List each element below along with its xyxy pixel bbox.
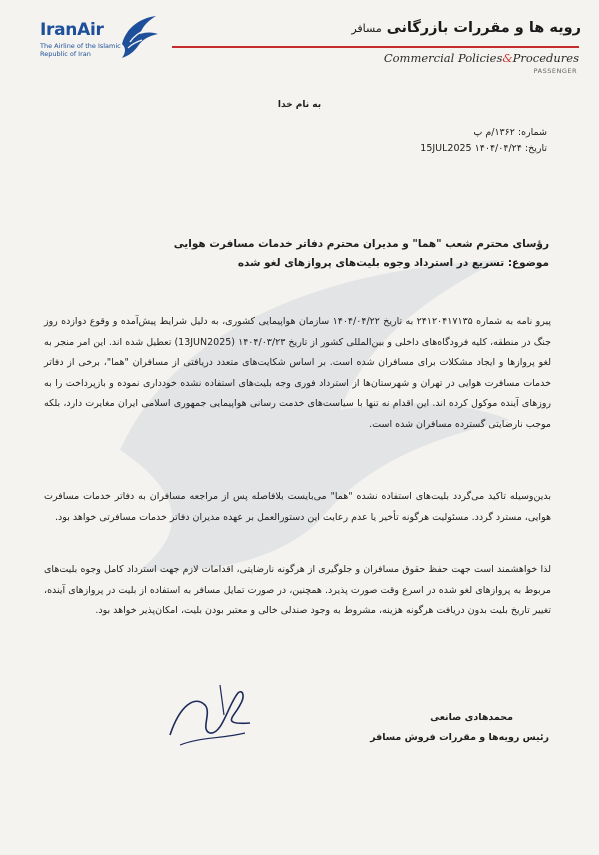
- addressee-line: رؤسای محترم شعب "هما" و مدیران محترم دفاتر خدمات مسافرت هوایی: [173, 238, 549, 250]
- bismillah-heading: به نام خدا: [277, 100, 322, 110]
- letter-meta: [420, 125, 547, 157]
- body-paragraph-1: پیرو نامه به شماره ۲۴۱۲۰۴۱۷۱۳۵ به تاریخ ۱۴۰۴/۰۴/۲۲ سازمان هواپیمایی کشوری، به دلیل شرایط پیش‌آمده و وقوع دوازده روز جنگ در منطقه، کلیه فرودگاه‌های داخلی و بین‌المللی کشور از تاریخ ۱۴۰۴/۰۳/۲۳ (13JUN2025) تعطیل شده اند. این امر منجر به لغو پروازها و ایجاد مشکلات برای مسافران شده است. بر اساس شکایت‌های متعدد دریافتی از مسافران "هما"، برخی از دفاتر خدمات مسافرت هوایی در تهران و شهرستان‌ها از استرداد فوری وجه بلیت‌های استفاده نشده خودداری نموده و بازپرداخت را به روزهای آینده موکول کرده اند. این اقدام نه تنها با سیاست‌های خدمت رسانی هواپیمایی جمهوری اسلامی ایران مغایرت دارد، بلکه موجب نارضایتی گسترده مسافران شده است.: [44, 316, 552, 430]
- logo-name: IranAir: [40, 20, 104, 40]
- homa-bird-icon: [116, 14, 160, 62]
- header-divider: [172, 46, 579, 48]
- title-en-part2: Procedures: [512, 51, 579, 65]
- department-title-en: [384, 51, 579, 65]
- handwritten-signature: [150, 675, 270, 755]
- title-en-part1: Commercial Policies: [383, 51, 503, 65]
- body-paragraph-2: بدین‌وسیله تاکید می‌گردد بلیت‌های استفاده نشده "هما" می‌بایست بلافاصله پس از مراجعه مسافران به دفاتر خدمات مسافرت هوایی، مسترد گردد. مسئولیت هرگونه تأخیر یا عدم رعایت این دستورالعمل بر عهده مدیران دفاتر خدمات مسافرتی خواهد بود.: [44, 491, 551, 523]
- iranair-logo: [36, 18, 156, 68]
- department-subtitle-en: PASSENGER: [533, 67, 577, 75]
- title-en-ampersand: &: [502, 51, 513, 65]
- letter-date: تاریخ: ۱۴۰۴/۰۴/۲۴ 15JUL2025: [420, 143, 547, 154]
- department-title-fa-small: مسافر: [351, 22, 382, 35]
- letter-addressee: [174, 235, 549, 273]
- letter-number: شماره: ۱۳۶۲/م پ: [473, 127, 547, 138]
- department-title-fa: [351, 20, 581, 36]
- department-title-fa-main: رویه ها و مقررات بازرگانی: [386, 20, 581, 36]
- letterhead: [0, 0, 599, 88]
- signatory-title: رئیس رویه‌ها و مقررات فروش مسافر: [370, 732, 549, 743]
- signatory-name: محمدهادی صانعی: [430, 712, 513, 723]
- body-paragraph-3: لذا خواهشمند است جهت حفظ حقوق مسافران و جلوگیری از هرگونه نارضایتی، اقدامات لازم جهت استرداد کامل وجوه بلیت‌های مربوط به پروازهای لغو شده در اسرع وقت صورت پذیرد. همچنین، در صورت تمایل مسافر به استفاده از بلیت در پروازهای آینده، تغییر تاریخ بلیت بدون دریافت هرگونه هزینه، مشروط به وجود صندلی خالی و معتبر بودن بلیت، امکان‌پذیر خواهد بود.: [44, 564, 551, 616]
- subject-line: موضوع: تسریع در استرداد وجوه بلیت‌های پروازهای لغو شده: [237, 257, 549, 269]
- logo-tagline: The Airline of the Islamic Republic of Iran: [40, 42, 121, 58]
